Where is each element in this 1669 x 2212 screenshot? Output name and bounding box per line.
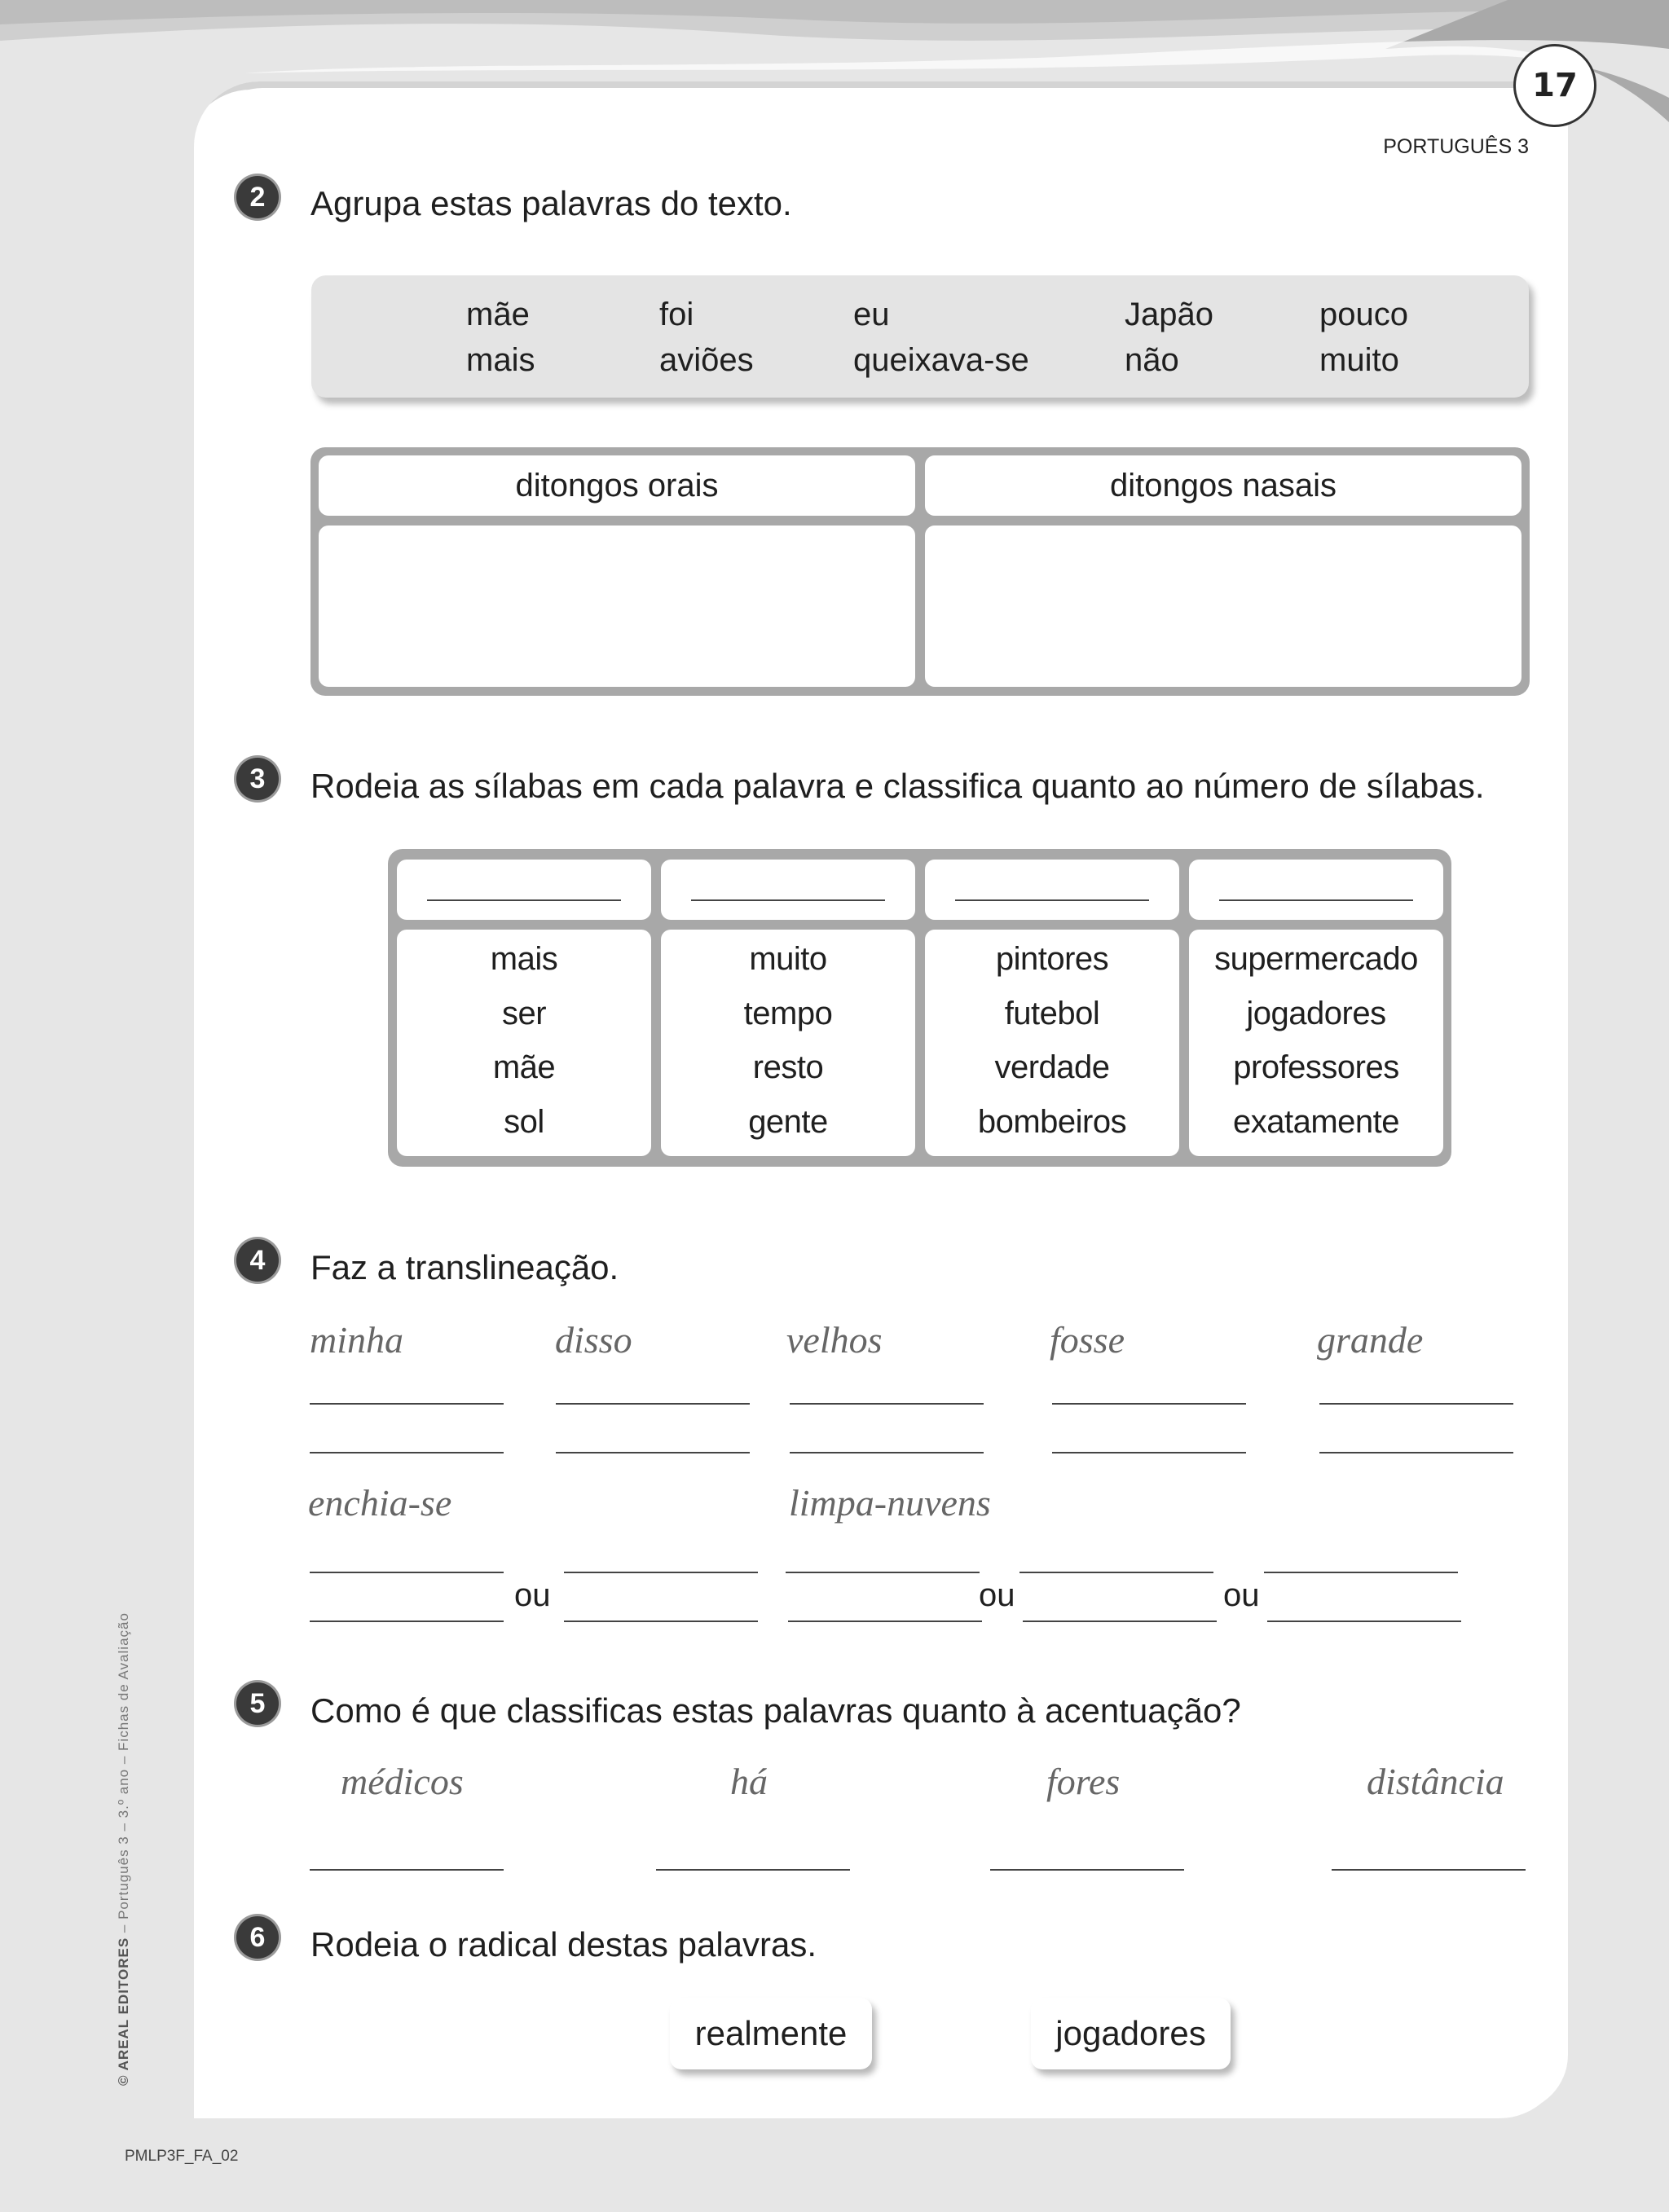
q3-word[interactable]: professores bbox=[1233, 1049, 1399, 1085]
q3-word[interactable]: tempo bbox=[743, 996, 833, 1031]
q5-word: distância bbox=[1367, 1761, 1504, 1802]
q3-header-cell[interactable] bbox=[925, 860, 1179, 920]
q3-blank-line bbox=[691, 899, 885, 901]
q2-word: mãe bbox=[466, 297, 530, 332]
q3-word[interactable]: gente bbox=[748, 1104, 828, 1140]
q4-word-limpa: limpa-nuvens bbox=[789, 1482, 991, 1524]
q3-word[interactable]: mais bbox=[490, 941, 558, 977]
q2-prompt: Agrupa estas palavras do texto. bbox=[310, 184, 792, 222]
q3-word[interactable]: jogadores bbox=[1246, 996, 1386, 1031]
q4-blank-line[interactable] bbox=[790, 1403, 984, 1405]
q3-word[interactable]: futebol bbox=[1004, 996, 1100, 1031]
q4-word: fosse bbox=[1050, 1319, 1125, 1361]
q4-blank-line[interactable] bbox=[310, 1452, 504, 1453]
q3-word[interactable]: bombeiros bbox=[977, 1104, 1127, 1140]
q2-word: pouco bbox=[1319, 297, 1408, 332]
q4-or-label: ou bbox=[979, 1577, 1015, 1613]
q4-prompt: Faz a translineação. bbox=[310, 1248, 619, 1286]
q2-header-oral: ditongos orais bbox=[319, 455, 915, 516]
q3-header-cell[interactable] bbox=[1189, 860, 1443, 920]
q4-word-enchia: enchia-se bbox=[308, 1482, 452, 1524]
q5-blank-line[interactable] bbox=[310, 1869, 504, 1871]
q3-word[interactable]: mãe bbox=[492, 1049, 556, 1085]
subject-label: PORTUGUÊS 3 bbox=[1383, 135, 1529, 158]
q2-word: não bbox=[1125, 342, 1179, 378]
q2-word: foi bbox=[659, 297, 694, 332]
q3-blank-line bbox=[1219, 899, 1413, 901]
q2-word: aviões bbox=[659, 342, 754, 378]
q4-blank-line[interactable] bbox=[556, 1452, 750, 1453]
q4-word: disso bbox=[555, 1319, 632, 1361]
q4-blank-line[interactable] bbox=[1264, 1572, 1458, 1573]
q3-blank-line bbox=[427, 899, 621, 901]
q2-header-nasal: ditongos nasais bbox=[925, 455, 1521, 516]
q4-blank-line[interactable] bbox=[310, 1572, 504, 1573]
q4-blank-line[interactable] bbox=[1319, 1403, 1513, 1405]
q5-blank-line[interactable] bbox=[656, 1869, 850, 1871]
q4-blank-line[interactable] bbox=[1052, 1452, 1246, 1453]
q4-or-label: ou bbox=[514, 1577, 551, 1613]
q2-word: muito bbox=[1319, 342, 1399, 378]
q5-prompt: Como é que classificas estas palavras quanto à acentuação? bbox=[310, 1691, 1241, 1730]
q2-answer-oral[interactable] bbox=[319, 526, 915, 687]
q6-word-card[interactable]: jogadores bbox=[1031, 1998, 1231, 2069]
question-number-6: 6 bbox=[236, 1916, 279, 1959]
q4-blank-line[interactable] bbox=[788, 1621, 982, 1622]
question-number-5: 5 bbox=[236, 1682, 279, 1725]
q4-blank-line[interactable] bbox=[564, 1621, 758, 1622]
q4-blank-line[interactable] bbox=[556, 1403, 750, 1405]
footer-code: PMLP3F_FA_02 bbox=[125, 2148, 239, 2165]
q4-blank-line[interactable] bbox=[786, 1572, 980, 1573]
q4-or-label: ou bbox=[1223, 1577, 1260, 1613]
question-number-4: 4 bbox=[236, 1239, 279, 1282]
q2-word: eu bbox=[853, 297, 890, 332]
page-number: 17 bbox=[1513, 44, 1596, 127]
q6-prompt: Rodeia o radical destas palavras. bbox=[310, 1925, 817, 1964]
q4-blank-line[interactable] bbox=[564, 1572, 758, 1573]
q4-word: velhos bbox=[786, 1319, 883, 1361]
q3-blank-line bbox=[955, 899, 1149, 901]
q4-word: grande bbox=[1317, 1319, 1424, 1361]
q3-prompt: Rodeia as sílabas em cada palavra e classifica quanto ao número de sílabas. bbox=[310, 767, 1485, 805]
question-number-3: 3 bbox=[236, 758, 279, 800]
q2-word: Japão bbox=[1125, 297, 1213, 332]
q4-blank-line[interactable] bbox=[1019, 1572, 1213, 1573]
q2-word: mais bbox=[466, 342, 535, 378]
q2-answer-nasal[interactable] bbox=[925, 526, 1521, 687]
credit-text: – Português 3 – 3.º ano – Fichas de Avaliação bbox=[116, 1612, 131, 1937]
q5-word: fores bbox=[1046, 1761, 1121, 1802]
q3-word[interactable]: ser bbox=[501, 996, 547, 1031]
side-credit bbox=[116, 1612, 132, 2086]
q2-word: queixava-se bbox=[853, 342, 1029, 378]
q3-header-cell[interactable] bbox=[661, 860, 915, 920]
q3-word[interactable]: sol bbox=[504, 1104, 544, 1140]
q4-blank-line[interactable] bbox=[790, 1452, 984, 1453]
q3-word[interactable]: supermercado bbox=[1214, 941, 1418, 977]
q3-header-cell[interactable] bbox=[397, 860, 651, 920]
q5-word: médicos bbox=[341, 1761, 464, 1802]
q3-word[interactable]: verdade bbox=[994, 1049, 1110, 1085]
q6-word-card[interactable]: realmente bbox=[670, 1998, 872, 2069]
q5-blank-line[interactable] bbox=[1332, 1869, 1526, 1871]
q3-word[interactable]: pintores bbox=[995, 941, 1109, 977]
q4-blank-line[interactable] bbox=[1319, 1452, 1513, 1453]
q4-blank-line[interactable] bbox=[1023, 1621, 1217, 1622]
q4-word: minha bbox=[310, 1319, 403, 1361]
question-number-2: 2 bbox=[236, 176, 279, 218]
credit-publisher: © AREAL EDITORES bbox=[116, 1937, 131, 2086]
q5-blank-line[interactable] bbox=[990, 1869, 1184, 1871]
q2-word-box bbox=[311, 275, 1529, 398]
q4-blank-line[interactable] bbox=[310, 1621, 504, 1622]
q4-blank-line[interactable] bbox=[1052, 1403, 1246, 1405]
q3-word[interactable]: resto bbox=[752, 1049, 824, 1085]
q3-word[interactable]: exatamente bbox=[1232, 1104, 1400, 1140]
q5-word: há bbox=[730, 1761, 768, 1802]
q3-word[interactable]: muito bbox=[749, 941, 827, 977]
q4-blank-line[interactable] bbox=[310, 1403, 504, 1405]
q4-blank-line[interactable] bbox=[1267, 1621, 1461, 1622]
